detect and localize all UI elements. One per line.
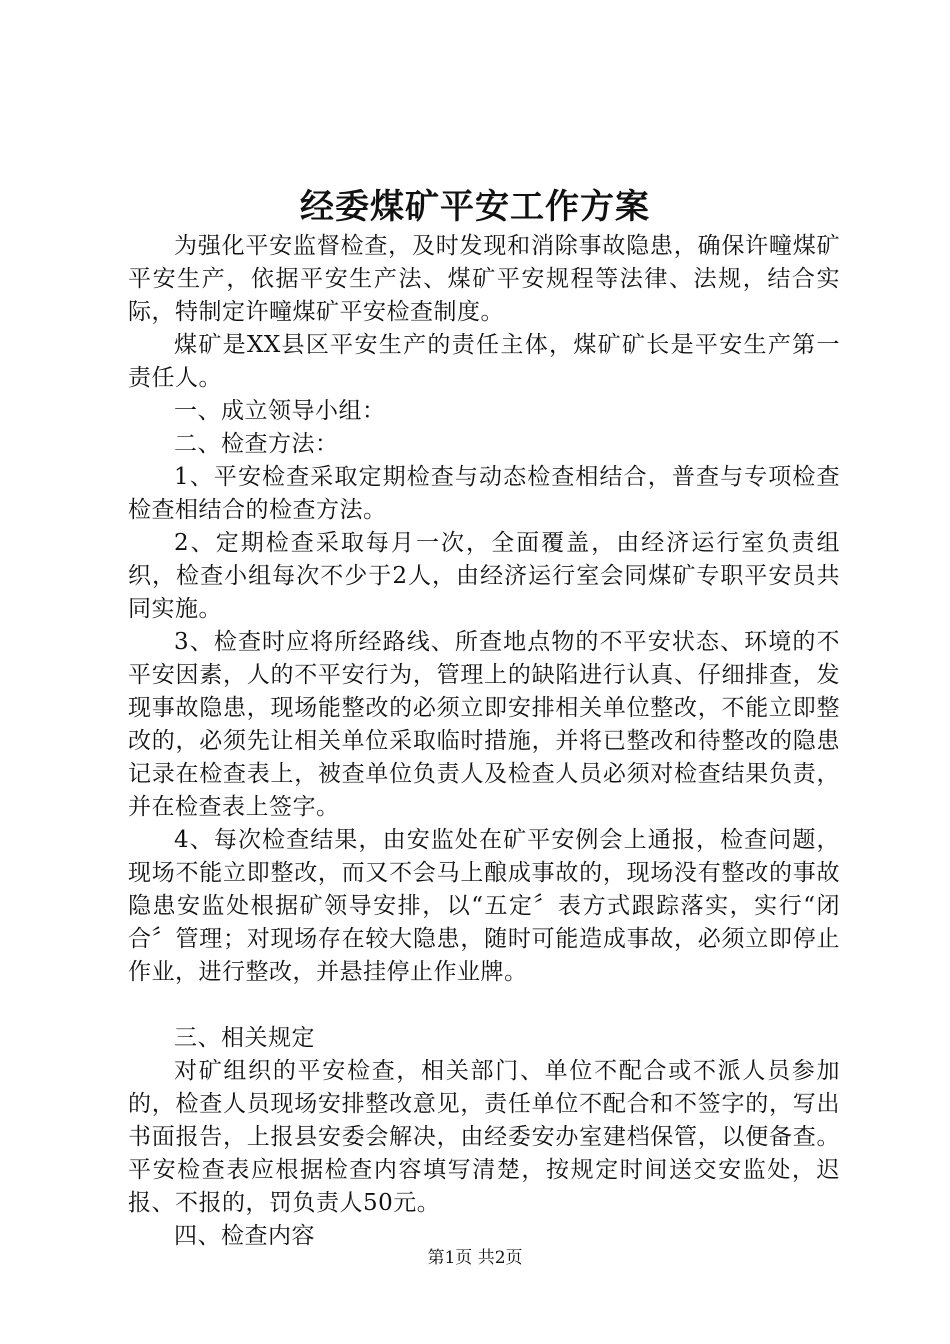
heading-leadership-group: 一、成立领导小组： [174, 398, 386, 424]
heading-related-rules: 三、相关规定 [174, 1025, 315, 1051]
paragraph-method-4: 4、每次检查结果，由安监处在矿平安例会上通报，检查问题，现场不能立即整改，而又不会马上酿成事故的，现场没有整改的事故隐患安监处根据矿领导安排，以“五定〞表方式跟踪落实，实行“闭合〞管理；对现场存在较大隐患，随时可能造成事故，必须立即停止作业，进行整改，并悬挂停止作业牌。 [128, 827, 840, 985]
document-title: 经委煤矿平安工作方案 [300, 187, 650, 227]
paragraph-method-2: 2、定期检查采取每月一次，全面覆盖，由经济运行室负责组织，检查小组每次不少于2人，由经济运行室会同煤矿专职平安员共同实施。 [128, 530, 840, 622]
paragraph-related-rules: 对矿组织的平安检查，相关部门、单位不配合或不派人员参加的，检查人员现场安排整改意见，责任单位不配合和不签字的，写出书面报告，上报县安委会解决，由经委安办室建档保管，以便备查。平安检查表应根据检查内容填写清楚，按规定时间送交安监处，迟报、不报的，罚负责人50元。 [128, 1058, 840, 1216]
paragraph-method-3: 3、检查时应将所经路线、所查地点物的不平安状态、环境的不平安因素，人的不平安行为，管理上的缺陷进行认真、仔细排查，发现事故隐患，现场能整改的必须立即安排相关单位整改，不能立即整改的，必须先让相关单位采取临时措施，并将已整改和待整改的隐患记录在检查表上，被查单位负责人及检查人员必须对检查结果负责，并在检查表上签字。 [128, 629, 840, 820]
heading-inspection-method: 二、检查方法： [174, 431, 339, 457]
paragraph-responsibility: 煤矿是XX县区平安生产的责任主体，煤矿矿长是平安生产第一责任人。 [128, 332, 840, 391]
paragraph-method-1: 1、平安检查采取定期检查与动态检查相结合，普查与专项检查检查相结合的检查方法。 [128, 464, 840, 523]
page-number: 第1页 共2页 [427, 1248, 523, 1268]
document-body [128, 230, 840, 1253]
paragraph-intro: 为强化平安监督检查，及时发现和消除事故隐患，确保许疃煤矿平安生产，依据平安生产法、煤矿平安规程等法律、法规，结合实际，特制定许疃煤矿平安检查制度。 [128, 233, 840, 325]
heading-inspection-content: 四、检查内容 [174, 1223, 315, 1249]
